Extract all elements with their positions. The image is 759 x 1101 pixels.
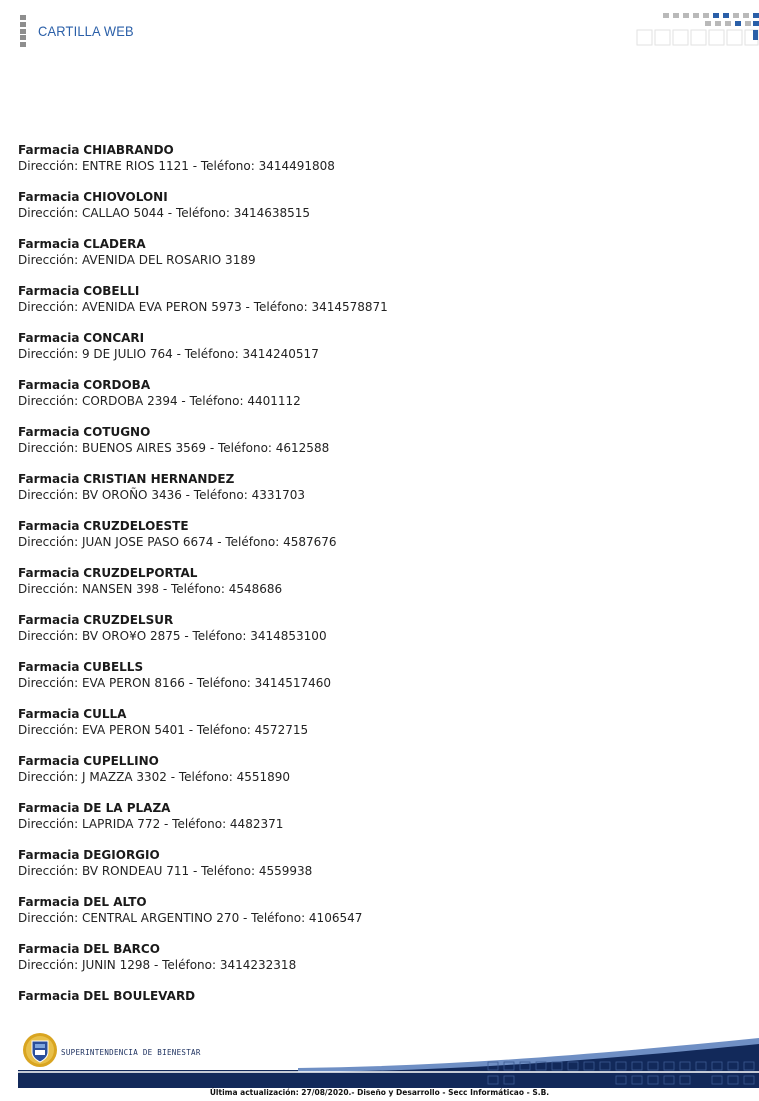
pharmacy-address: Dirección: EVA PERON 5401 - Teléfono: 4572715 [18,723,309,737]
pharmacy-title: CRISTIAN HERNANDEZ [83,472,235,486]
footer-banner [18,1028,759,1088]
pharmacy-prefix: Farmacia [18,519,80,533]
pharmacy-prefix: Farmacia [18,472,80,486]
pharmacy-entry [18,189,738,236]
pharmacy-address: Dirección: EVA PERON 8166 - Teléfono: 3414517460 [18,676,332,690]
pharmacy-prefix: Farmacia [18,801,80,815]
pharmacy-name [18,565,738,581]
pharmacy-entry [18,894,738,941]
pharmacy-entry [18,565,738,612]
pharmacy-title: COTUGNO [83,425,151,439]
header-squares-decoration [635,10,759,48]
pharmacy-name [18,894,738,910]
pharmacy-prefix: Farmacia [18,613,80,627]
pharmacy-name [18,189,738,205]
pharmacy-address: Dirección: CALLAO 5044 - Teléfono: 3414638515 [18,206,311,220]
page-title: CARTILLA WEB [38,23,134,39]
pharmacy-address: Dirección: ENTRE RIOS 1121 - Teléfono: 3414491808 [18,159,335,173]
pharmacy-entry [18,377,738,424]
pharmacy-address: Dirección: CENTRAL ARGENTINO 270 - Teléfono: 4106547 [18,911,363,925]
pharmacy-entry [18,706,738,753]
pharmacy-entry [18,941,738,988]
pharmacy-prefix: Farmacia [18,942,80,956]
pharmacy-title: CRUZDELOESTE [83,519,189,533]
pharmacy-entry [18,283,738,330]
pharmacy-title: CUPELLINO [83,754,159,768]
pharmacy-name [18,471,738,487]
pharmacy-name [18,753,738,769]
pharmacy-prefix: Farmacia [18,378,80,392]
pharmacy-title: CULLA [83,707,127,721]
pharmacy-name [18,518,738,534]
pharmacy-address: Dirección: JUNIN 1298 - Teléfono: 3414232318 [18,958,297,972]
pharmacy-prefix: Farmacia [18,237,80,251]
pharmacy-title: CONCARI [83,331,145,345]
pharmacy-address: Dirección: LAPRIDA 772 - Teléfono: 4482371 [18,817,284,831]
pharmacy-name [18,988,738,1004]
pharmacy-title: DEL ALTO [83,895,147,909]
pharmacy-address: Dirección: CORDOBA 2394 - Teléfono: 4401112 [18,394,301,408]
pharmacy-name [18,424,738,440]
pharmacy-entry [18,847,738,894]
pharmacy-prefix: Farmacia [18,660,80,674]
pharmacy-title: DEL BOULEVARD [83,989,196,1003]
pharmacy-title: DEL BARCO [83,942,160,956]
pharmacy-prefix: Farmacia [18,566,80,580]
pharmacy-name [18,941,738,957]
pharmacy-title: COBELLI [83,284,140,298]
pharmacy-title: CORDOBA [83,378,151,392]
pharmacy-title: CHIABRANDO [83,143,174,157]
pharmacy-title: DE LA PLAZA [83,801,171,815]
pharmacy-name [18,283,738,299]
pharmacy-prefix: Farmacia [18,895,80,909]
pharmacy-prefix: Farmacia [18,284,80,298]
pharmacy-prefix: Farmacia [18,331,80,345]
pharmacy-title: CRUZDELPORTAL [83,566,198,580]
seal-icon [22,1032,58,1068]
pharmacy-list [18,142,738,1035]
pharmacy-address: Dirección: JUAN JOSE PASO 6674 - Teléfono: 4587676 [18,535,337,549]
pharmacy-address: Dirección: J MAZZA 3302 - Teléfono: 4551890 [18,770,291,784]
pharmacy-prefix: Farmacia [18,143,80,157]
pharmacy-title: DEGIORGIO [83,848,160,862]
pharmacy-entry [18,330,738,377]
pharmacy-entry [18,471,738,518]
pharmacy-entry [18,518,738,565]
pharmacy-prefix: Farmacia [18,707,80,721]
pharmacy-entry [18,424,738,471]
pharmacy-name [18,377,738,393]
pharmacy-name [18,659,738,675]
pharmacy-name [18,800,738,816]
pharmacy-entry [18,612,738,659]
pharmacy-entry [18,659,738,706]
pharmacy-address: Dirección: 9 DE JULIO 764 - Teléfono: 3414240517 [18,347,319,361]
page-header [20,14,142,48]
pharmacy-address: Dirección: BV ORO¥O 2875 - Teléfono: 3414853100 [18,629,327,643]
pharmacy-title: CRUZDELSUR [83,613,174,627]
pharmacy-entry [18,236,738,283]
pharmacy-address: Dirección: AVENIDA DEL ROSARIO 3189 [18,253,256,267]
pharmacy-name [18,706,738,722]
pharmacy-address: Dirección: BV RONDEAU 711 - Teléfono: 4559938 [18,864,313,878]
pharmacy-name [18,236,738,252]
organization-name: SUPERINTENDENCIA DE BIENESTAR [61,1048,201,1057]
pharmacy-address: Dirección: BUENOS AIRES 3569 - Teléfono: 4612588 [18,441,330,455]
pharmacy-title: CLADERA [83,237,146,251]
pharmacy-name [18,847,738,863]
pharmacy-address: Dirección: AVENIDA EVA PERON 5973 - Teléfono: 3414578871 [18,300,388,314]
pharmacy-entry [18,753,738,800]
pharmacy-prefix: Farmacia [18,989,80,1003]
header-bar-icon [20,15,26,47]
pharmacy-name [18,142,738,158]
pharmacy-name [18,612,738,628]
pharmacy-entry [18,800,738,847]
pharmacy-address: Dirección: NANSEN 398 - Teléfono: 4548686 [18,582,283,596]
pharmacy-entry [18,142,738,189]
pharmacy-prefix: Farmacia [18,848,80,862]
pharmacy-prefix: Farmacia [18,190,80,204]
pharmacy-title: CUBELLS [83,660,144,674]
pharmacy-name [18,330,738,346]
pharmacy-address: Dirección: BV OROÑO 3436 - Teléfono: 4331703 [18,488,306,502]
pharmacy-title: CHIOVOLONI [83,190,168,204]
last-update-note: Última actualización: 27/08/2020.- Diseño y Desarrollo - Secc Informáticao - S.B. [209,1088,550,1097]
pharmacy-prefix: Farmacia [18,754,80,768]
pharmacy-prefix: Farmacia [18,425,80,439]
